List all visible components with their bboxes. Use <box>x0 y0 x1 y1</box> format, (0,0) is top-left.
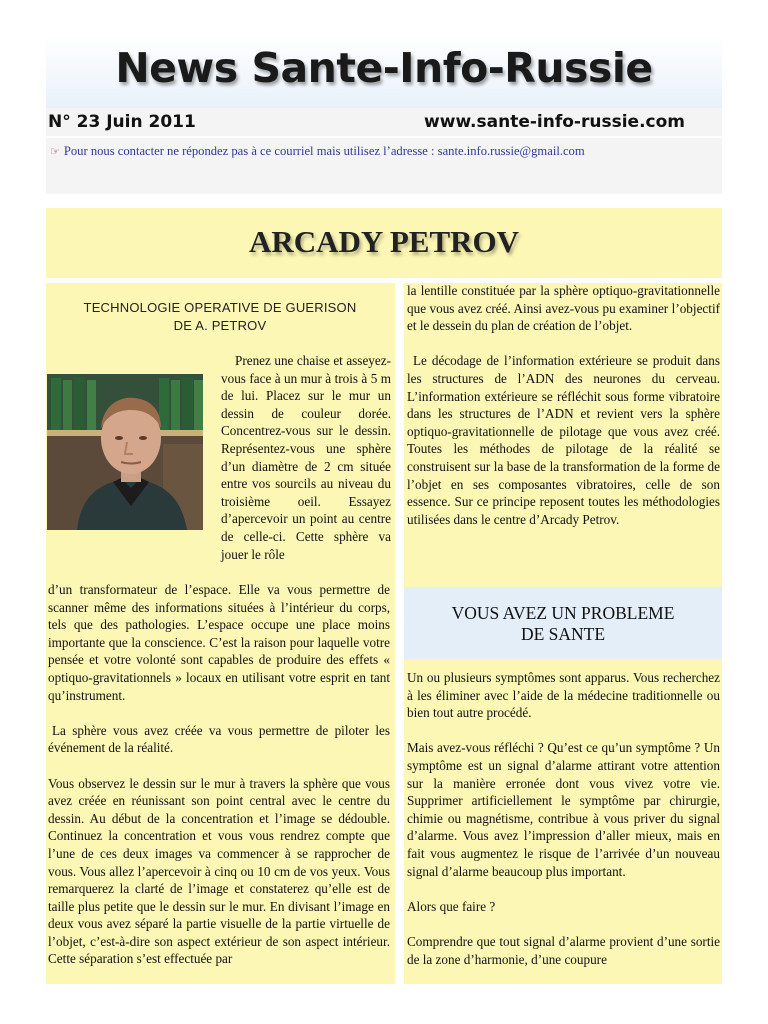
section-heading-band <box>404 587 722 659</box>
left-paragraph: d’un transformateur de l’espace. Elle va vous permettre de scanner même des informations situées à l’intérieur du corps, tels que des pathologies. L’espace occupe une place moins importante que la conscience. C’est la raison pour laquelle votre pensée et votre volonté sont capables de produire des effets « optiquo-gravitationnels » locaux en utilisant votre esprit en tant qu’instrument. <box>48 582 390 703</box>
right-top-text <box>407 282 720 546</box>
right-paragraph: Comprendre que tout signal d’alarme provient d’une sortie de la zone d’harmonie, d’une coupure <box>407 933 720 967</box>
inset-paragraph-block <box>221 352 391 581</box>
issue-number: N° 23 Juin 2011 <box>48 112 196 132</box>
left-column-heading <box>50 299 390 335</box>
contact-line <box>50 144 585 159</box>
article-title-band <box>46 208 722 278</box>
section-heading-line2: DE SANTE <box>520 624 606 644</box>
left-paragraph: La sphère vous avez créée va vous permettre de piloter les événement de la réalité. <box>48 722 390 756</box>
right-bottom-text <box>407 669 720 986</box>
right-paragraph: Un ou plusieurs symptômes sont apparus. Vous recherchez à les éliminer avec l’aide de la médecine traditionnelle ou bien tout autre procédé. <box>407 670 720 721</box>
left-body-text <box>48 581 390 986</box>
right-paragraph: la lentille constituée par la sphère optiquo-gravitationnelle que vous avez créé. Ainsi avez-vous pu examiner l’objectif et le dessein du plan de création de l’objet. <box>407 283 720 334</box>
left-heading-line2: DE A. PETROV <box>173 318 267 333</box>
section-heading-line1: VOUS AVEZ UN PROBLEME <box>451 603 675 623</box>
left-paragraph: Vous observez le dessin sur le mur à travers la sphère que vous avez créée en réunissant son point central avec le centre du dessin. Au début de la concentration et l’image se dédouble. Continuez la concentration et vous vous rendrez compte que l’une de ces deux images va commencer à se rapprocher de vous. Vous allez l’apercevoir à cinq ou 10 cm de vos yeux. Vous remarquerez la clarté de l’image et constaterez qu’elle est de taille plus petite que le dessin sur le mur. En divisant l’image en deux vous avez séparé la partie visuelle de la partie virtuelle de l’objet, c’est-à-dire son aspect extérieur de son aspect intérieur. Cette séparation s’est effectuée par <box>48 775 390 967</box>
contact-text[interactable]: Pour nous contacter ne répondez pas à ce courriel mais utilisez l’adresse : sante.info.russie@gmail.com <box>63 144 585 158</box>
newsletter-title: News Sante-Info-Russie <box>115 44 653 92</box>
right-paragraph: Le décodage de l’information extérieure se produit dans les structures de l’ADN des neurones du cerveau. L’information extérieure se réfléchit sous forme vibratoire dans les structures de l’ADN et revient vers la sphère optiquo-gravitationnelle de pilotage que vous avez créé. Toutes les méthodes de pilotage de la réalité se construisent sur la base de la transformation de la forme de l’objet en ses composantes vibratoires, celle de son essence. Sur ce principe reposent toutes les méthodologies utilisées dans le centre d’Arcady Petrov. <box>407 353 720 527</box>
website-link[interactable]: www.sante-info-russie.com <box>424 112 685 132</box>
inset-paragraph: Prenez une chaise et asseyez-vous face à un mur à trois à 5 m de lui. Placez sur le mur un dessin de couleur dorée. Concentrez-vous sur le dessin. Représentez-vous une sphère d’un diamètre de 2 cm située entre vos sourcils au niveau du troisième oeil. Essayez d’apercevoir un point au centre de celle-ci. Cette sphère va jouer le rôle <box>221 353 391 562</box>
portrait-photo-icon <box>47 374 203 530</box>
issue-bar <box>46 108 722 136</box>
right-paragraph: Mais avez-vous réfléchi ? Qu’est ce qu’un symptôme ? Un symptôme est un signal d’alarme attirant votre attention sur la manière erronée dont vous vivez votre vie. Supprimer artificiellement le symptôme par chirurgie, chimie ou magnétisme, contribue à vous priver du signal d’alarme. Vous avez l’impression d’aller mieux, mais en fait vous augmentez le risque de l’arrivée d’un nouveau signal d’alarme beaucoup plus important. <box>407 740 720 879</box>
pointing-hand-icon: ☞ <box>50 145 60 158</box>
left-heading-line1: TECHNOLOGIE OPERATIVE DE GUERISON <box>83 300 357 315</box>
contact-bar <box>46 138 722 194</box>
right-paragraph: Alors que faire ? <box>407 898 496 914</box>
masthead <box>46 36 722 108</box>
section-heading <box>404 603 722 645</box>
article-title: ARCADY PETROV <box>248 224 520 259</box>
